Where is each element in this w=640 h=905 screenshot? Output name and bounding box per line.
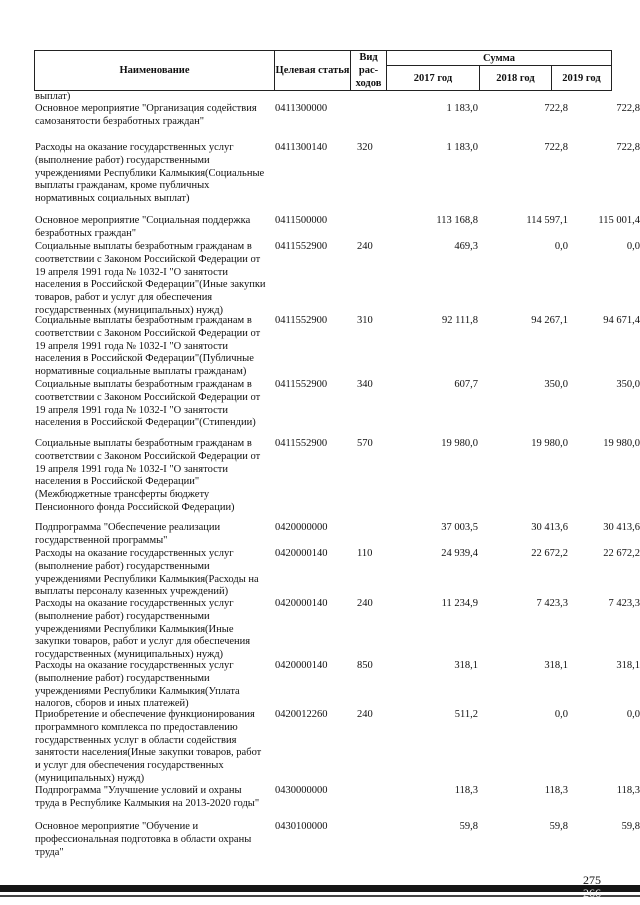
row-value-2019: 115 001,4 — [598, 215, 640, 226]
row-expense-type: 240 — [357, 709, 373, 720]
row-value-2019: 722,8 — [616, 142, 640, 153]
row-expense-type: 240 — [357, 241, 373, 252]
row-value-2019: 22 672,2 — [603, 548, 640, 559]
row-code: 0420000000 — [275, 522, 328, 533]
row-value-2018: 94 267,1 — [531, 315, 568, 326]
row-value-2018: 118,3 — [544, 785, 568, 796]
row-value-2018: 722,8 — [544, 142, 568, 153]
header-sum: Сумма — [386, 50, 612, 66]
footer-line — [0, 895, 640, 897]
row-name: Подпрограмма "Обеспечение реализации государственной программы" — [35, 522, 221, 546]
row-value-2017: 1 183,0 — [446, 103, 478, 114]
row-name: Расходы на оказание государственных услуг (выполнение работ) государственными учреждениями Республики Калмыкия(Расходы на выплаты персоналу казенных учреждений) — [35, 548, 259, 598]
row-value-2017: 11 234,9 — [441, 598, 478, 609]
row-value-2017: 92 111,8 — [442, 315, 478, 326]
row-value-2017: 1 183,0 — [446, 142, 478, 153]
row-code: 0430100000 — [275, 821, 328, 832]
row-value-2017: 607,7 — [454, 379, 478, 390]
row-name: Социальные выплаты безработным гражданам в соответствии с Законом Российской Федерации от 19 апреля 1991 года № 1032-I "О занятости населения в Российской Федерации"(Иные закупки товаров, работ и услуг для обеспечения государственных (муниципальных) нужд) — [35, 241, 266, 316]
row-value-2017: 113 168,8 — [436, 215, 478, 226]
row-value-2019: 30 413,6 — [603, 522, 640, 533]
row-value-2018: 722,8 — [544, 103, 568, 114]
row-code: 0411552900 — [275, 379, 328, 390]
header-2017: 2017 год — [386, 65, 480, 91]
row-name: выплат) — [35, 91, 71, 102]
row-value-2017: 118,3 — [454, 785, 478, 796]
row-name: Социальные выплаты безработным гражданам в соответствии с Законом Российской Федерации от 19 апреля 1991 года № 1032-I "О занятости населения в Российской Федерации"(Стипендии) — [35, 379, 261, 429]
row-code: 0411300140 — [275, 142, 328, 153]
row-value-2018: 7 423,3 — [536, 598, 568, 609]
row-value-2019: 722,8 — [616, 103, 640, 114]
row-name: Подпрограмма "Улучшение условий и охраны труда в Республике Калмыкия на 2013-2020 годы" — [35, 785, 260, 809]
row-value-2019: 19 980,0 — [603, 438, 640, 449]
row-expense-type: 110 — [357, 548, 373, 559]
row-code: 0411552900 — [275, 315, 328, 326]
page-number: 275 — [583, 873, 601, 887]
header-target-article: Целевая статья — [274, 50, 351, 91]
row-name: Приобретение и обеспечение функционирования программного комплекса по предоставлению государственных услуг в области содействия занятости населения(Иные закупки товаров, работ и услуг для обеспечения государственных (муниципальных) нужд) — [35, 709, 262, 784]
row-name: Расходы на оказание государственных услуг (выполнение работ) государственными учреждениями Республики Калмыкия(Уплата налогов, сборов и иных платежей) — [35, 660, 240, 710]
row-value-2017: 318,1 — [454, 660, 478, 671]
row-name: Основное мероприятие "Обучение и профессиональная подготовка в области охраны труда" — [35, 821, 252, 858]
header-expense-type: Вид рас-ходов — [350, 50, 387, 91]
row-name: Основное мероприятие "Организация содействия самозанятости безработных граждан" — [35, 103, 257, 127]
row-value-2019: 0,0 — [626, 241, 640, 252]
row-value-2018: 114 597,1 — [526, 215, 568, 226]
row-value-2018: 0,0 — [554, 241, 568, 252]
row-value-2018: 22 672,2 — [531, 548, 568, 559]
row-expense-type: 340 — [357, 379, 373, 390]
row-value-2018: 0,0 — [554, 709, 568, 720]
row-code: 0420000140 — [275, 548, 328, 559]
row-name: Расходы на оказание государственных услуг (выполнение работ) государственными учреждениями Республики Калмыкия(Иные закупки товаров, работ и услуг для обеспечения государственных (муниципальных) нужд) — [35, 598, 251, 661]
table-header — [34, 50, 612, 91]
row-name: Основное мероприятие "Социальная поддержка безработных граждан" — [35, 215, 251, 239]
row-value-2019: 0,0 — [626, 709, 640, 720]
row-expense-type: 850 — [357, 660, 373, 671]
row-value-2017: 511,2 — [454, 709, 478, 720]
row-value-2018: 19 980,0 — [531, 438, 568, 449]
previous-page-number: 266 — [583, 886, 601, 900]
row-name: Социальные выплаты безработным гражданам в соответствии с Законом Российской Федерации от 19 апреля 1991 года № 1032-I "О занятости населения в Российской Федерации"(Межбюджетные трансферты бюджету Пенсионного фонда Российской Федерации) — [35, 438, 261, 513]
row-value-2017: 469,3 — [454, 241, 478, 252]
row-value-2019: 118,3 — [616, 785, 640, 796]
row-expense-type: 310 — [357, 315, 373, 326]
row-expense-type: 570 — [357, 438, 373, 449]
row-code: 0411552900 — [275, 241, 328, 252]
row-value-2017: 24 939,4 — [441, 548, 478, 559]
row-value-2019: 7 423,3 — [608, 598, 640, 609]
row-code: 0411300000 — [275, 103, 328, 114]
row-value-2018: 350,0 — [544, 379, 568, 390]
row-value-2018: 30 413,6 — [531, 522, 568, 533]
row-value-2019: 350,0 — [616, 379, 640, 390]
row-code: 0430000000 — [275, 785, 328, 796]
row-expense-type: 240 — [357, 598, 373, 609]
row-name: Социальные выплаты безработным гражданам в соответствии с Законом Российской Федерации от 19 апреля 1991 года № 1032-I "О занятости населения в Российской Федерации"(Публичные нормативные социальные выплаты гражданам) — [35, 315, 261, 378]
row-value-2019: 94 671,4 — [603, 315, 640, 326]
footer-bar — [0, 885, 640, 892]
row-code: 0411500000 — [275, 215, 328, 226]
header-2018: 2018 год — [479, 65, 552, 91]
row-code: 0411552900 — [275, 438, 328, 449]
row-value-2018: 59,8 — [549, 821, 568, 832]
row-value-2019: 59,8 — [621, 821, 640, 832]
row-expense-type: 320 — [357, 142, 373, 153]
row-code: 0420000140 — [275, 660, 328, 671]
row-name: Расходы на оказание государственных услуг (выполнение работ) государственными учреждениями Республики Калмыкия(Социальные выплаты гражданам, кроме публичных нормативных социальных выплат) — [35, 142, 265, 205]
row-value-2017: 19 980,0 — [441, 438, 478, 449]
row-code: 0420000140 — [275, 598, 328, 609]
row-value-2019: 318,1 — [616, 660, 640, 671]
header-name: Наименование — [34, 50, 275, 91]
row-value-2017: 37 003,5 — [441, 522, 478, 533]
row-value-2018: 318,1 — [544, 660, 568, 671]
header-2019: 2019 год — [551, 65, 612, 91]
row-value-2017: 59,8 — [459, 821, 478, 832]
row-code: 0420012260 — [275, 709, 328, 720]
